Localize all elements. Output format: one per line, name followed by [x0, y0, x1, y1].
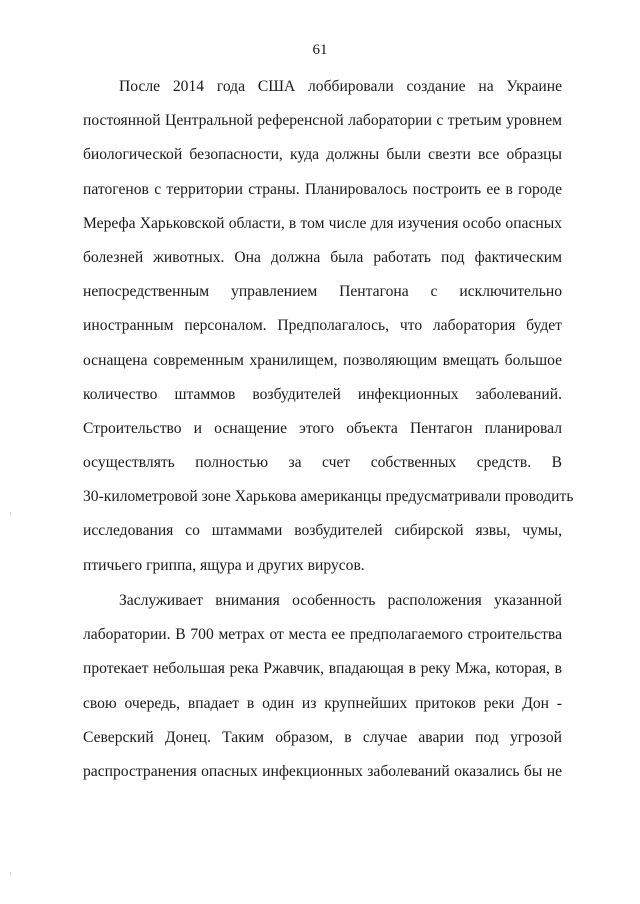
text-line: Заслуживает внимания особенность расположения указанной — [119, 592, 562, 609]
text-line: птичьего гриппа, ящура и других вирусов. — [83, 556, 365, 574]
text-line: количество штаммов возбудителей инфекционных заболеваний. — [83, 385, 562, 403]
text-line: лаборатории. В 700 метрах от места ее предполагаемого строительства — [83, 626, 562, 644]
text-line: постоянной Центральной референсной лаборатории с третьим уровнем — [83, 112, 562, 130]
scan-margin-mark — [10, 872, 11, 875]
text-line: биологической безопасности, куда должны были свезти все образцы — [83, 146, 562, 164]
text-line: Строительство и оснащение этого объекта Пентагон планировал — [83, 419, 562, 437]
text-line: осуществлять полностью за счет собственных средств. В — [83, 454, 562, 472]
text-line: иностранным персоналом. Предполагалось, что лаборатория будет — [83, 317, 562, 335]
paragraph-lab-lobbying — [83, 70, 574, 583]
paragraph-lab-location — [83, 584, 562, 789]
text-line: исследования со штаммами возбудителей сибирской язвы, чумы, — [83, 522, 562, 540]
text-line: распространения опасных инфекционных заболеваний оказались бы не — [83, 762, 562, 780]
text-line: протекает небольшая река Ржавчик, впадающая в реку Мжа, которая, в — [83, 660, 562, 678]
text-line: болезней животных. Она должна была работать под фактическим — [83, 248, 562, 266]
page-number: 61 — [312, 42, 328, 58]
text-line: После 2014 года США лоббировали создание на Украине — [119, 78, 562, 95]
text-line: патогенов с территории страны. Планировалось построить ее в городе — [83, 180, 562, 198]
text-line: Мерефа Харьковской области, в том числе для изучения особо опасных — [83, 214, 562, 232]
text-line: непосредственным управлением Пентагона с исключительно — [83, 283, 562, 301]
text-line: свою очередь, впадает в один из крупнейших притоков реки Дон - — [83, 694, 562, 712]
text-line: 30-километровой зоне Харькова американцы предусматривали проводить — [83, 488, 574, 506]
scan-margin-mark — [10, 512, 11, 515]
text-line: Северский Донец. Таким образом, в случае аварии под угрозой — [83, 728, 562, 746]
text-line: оснащена современным хранилищем, позволяющим вмещать большое — [83, 351, 562, 369]
